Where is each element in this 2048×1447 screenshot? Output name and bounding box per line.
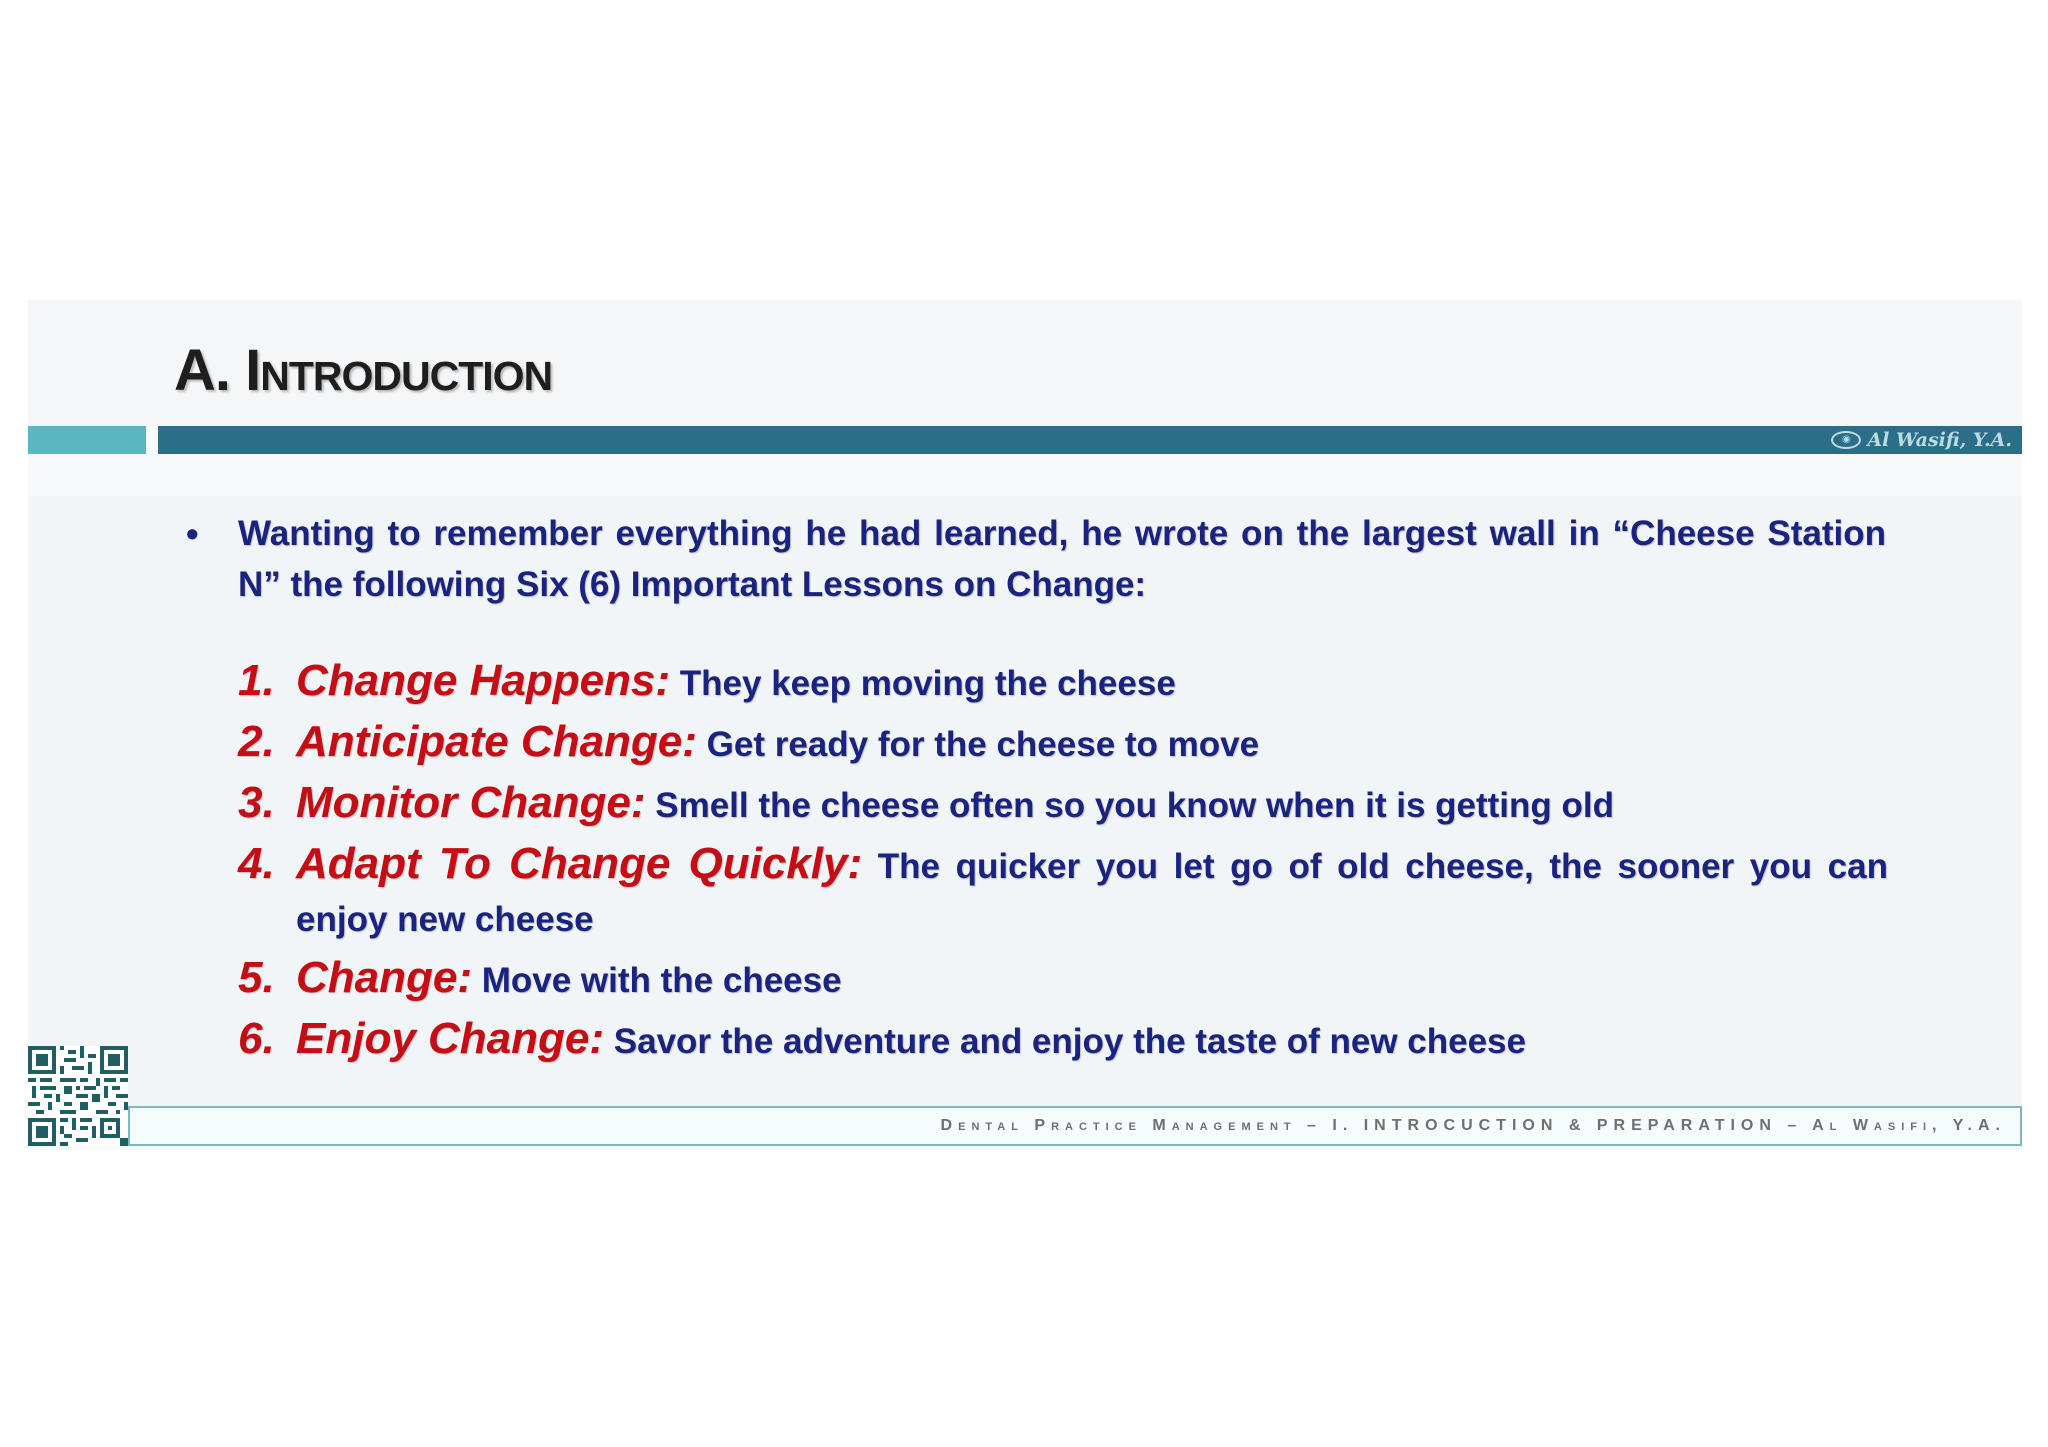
lesson-heading: Adapt To Change Quickly: (296, 839, 863, 888)
lesson-item (238, 776, 1888, 832)
lesson-heading: Change Happens: (296, 656, 671, 705)
lesson-text: Smell the cheese often so you know when it is getting old (655, 786, 1614, 825)
accent-band-left (28, 426, 146, 454)
lessons-list (238, 654, 1888, 1073)
lesson-number: 5. (238, 953, 275, 1002)
slide-title: A. Introduction (174, 338, 553, 403)
brand-name: Al Wasifi, Y.A. (1867, 429, 2012, 451)
lesson-text: Get ready for the cheese to move (706, 725, 1260, 764)
lesson-text: Savor the adventure and enjoy the taste of new cheese (613, 1022, 1526, 1061)
qr-code-graphic (28, 1046, 128, 1146)
brand-logo-icon: ◉ (1831, 431, 1861, 449)
bullet-dot-icon: • (186, 513, 199, 554)
lesson-item (238, 1012, 1888, 1068)
lesson-item (238, 654, 1888, 710)
intro-bullet (186, 508, 1886, 610)
footer-bar (128, 1106, 2022, 1146)
title-area (28, 300, 2022, 426)
lesson-text: Move with the cheese (481, 961, 842, 1000)
lesson-number: 6. (238, 1014, 275, 1063)
footer-text: Dental Practice Management – I. INTROCUCTION & PREPARATION – Al Wasifi, Y.A. (940, 1117, 2006, 1134)
intro-text: Wanting to remember everything he had learned, he wrote on the largest wall in “Cheese Station N” the following Six (6) Important Lessons on Change: (238, 514, 1886, 604)
lesson-number: 1. (238, 656, 275, 705)
slide (28, 300, 2022, 1150)
lesson-item (238, 715, 1888, 771)
lesson-heading: Change: (296, 953, 472, 1002)
accent-band-right (158, 426, 2022, 454)
qr-code-icon (28, 1046, 128, 1146)
lesson-heading: Enjoy Change: (296, 1014, 605, 1063)
lesson-item (238, 837, 1888, 946)
lesson-text: They keep moving the cheese (679, 664, 1176, 703)
lesson-text: The quicker you let go of old cheese, the sooner you can enjoy new cheese (296, 847, 1888, 939)
lesson-number: 3. (238, 778, 275, 827)
brand-watermark (1831, 428, 2012, 452)
lesson-number: 4. (238, 839, 275, 888)
lesson-heading: Anticipate Change: (296, 717, 697, 766)
lesson-item (238, 951, 1888, 1007)
lesson-number: 2. (238, 717, 275, 766)
lesson-heading: Monitor Change: (296, 778, 646, 827)
content-area (28, 496, 2022, 1106)
